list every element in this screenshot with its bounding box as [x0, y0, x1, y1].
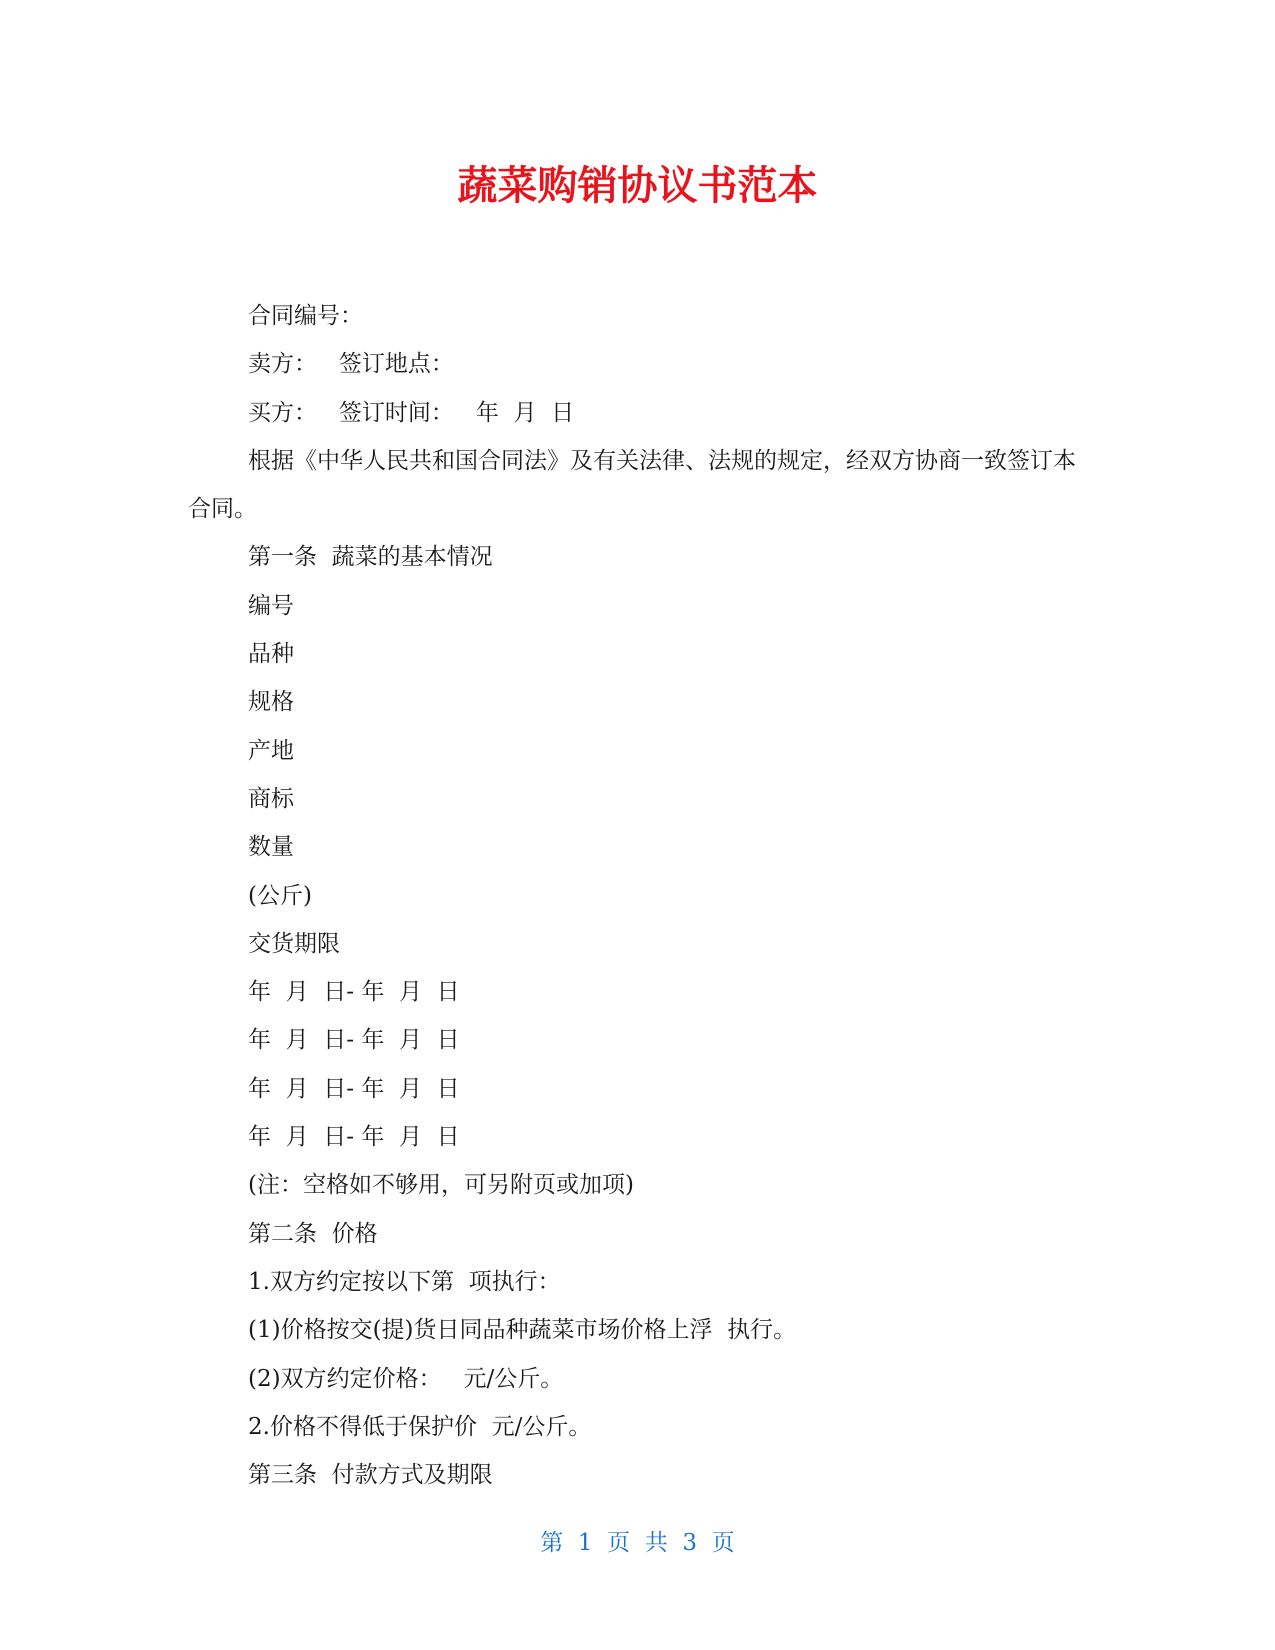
intro-paragraph: 根据《中华人民共和国合同法》及有关法律、法规的规定，经双方协商一致签订本合同。 — [188, 447, 1076, 523]
date-range-line: 年 月 日- 年 月 日 — [248, 1027, 460, 1054]
field-quantity: 数量 — [248, 834, 294, 861]
buyer-line: 买方： 签订时间： 年 月 日 — [248, 399, 575, 426]
article-1-heading: 第一条 蔬菜的基本情况 — [248, 544, 493, 571]
date-range-line: 年 月 日- 年 月 日 — [248, 1075, 460, 1102]
field-variety: 品种 — [248, 641, 294, 668]
field-number: 编号 — [248, 592, 294, 619]
price-clause-1: 1.双方约定按以下第 项执行： — [248, 1268, 561, 1295]
page-footer: 第 1 页 共 3 页 — [540, 1530, 735, 1556]
field-brand: 商标 — [248, 785, 294, 812]
document-body — [188, 292, 1088, 1499]
price-clause-1b: (2)双方约定价格： 元/公斤。 — [248, 1365, 564, 1392]
field-unit: (公斤) — [248, 882, 312, 909]
date-range-line: 年 月 日- 年 月 日 — [248, 1124, 460, 1151]
price-clause-2: 2.价格不得低于保护价 元/公斤。 — [248, 1413, 592, 1440]
seller-line: 卖方： 签订地点： — [248, 351, 454, 378]
note-line: (注：空格如不够用，可另附页或加项) — [248, 1172, 634, 1199]
date-range-line: 年 月 日- 年 月 日 — [248, 979, 460, 1006]
price-clause-1a: (1)价格按交(提)货日同品种蔬菜市场价格上浮 执行。 — [248, 1317, 797, 1344]
document-title: 蔬菜购销协议书范本 — [457, 163, 818, 209]
contract-number-line: 合同编号： — [248, 303, 363, 329]
field-spec: 规格 — [248, 689, 294, 716]
article-3-heading: 第三条 付款方式及期限 — [248, 1462, 493, 1489]
field-delivery-term: 交货期限 — [248, 930, 340, 957]
article-2-heading: 第二条 价格 — [248, 1220, 378, 1247]
field-origin: 产地 — [248, 737, 294, 764]
